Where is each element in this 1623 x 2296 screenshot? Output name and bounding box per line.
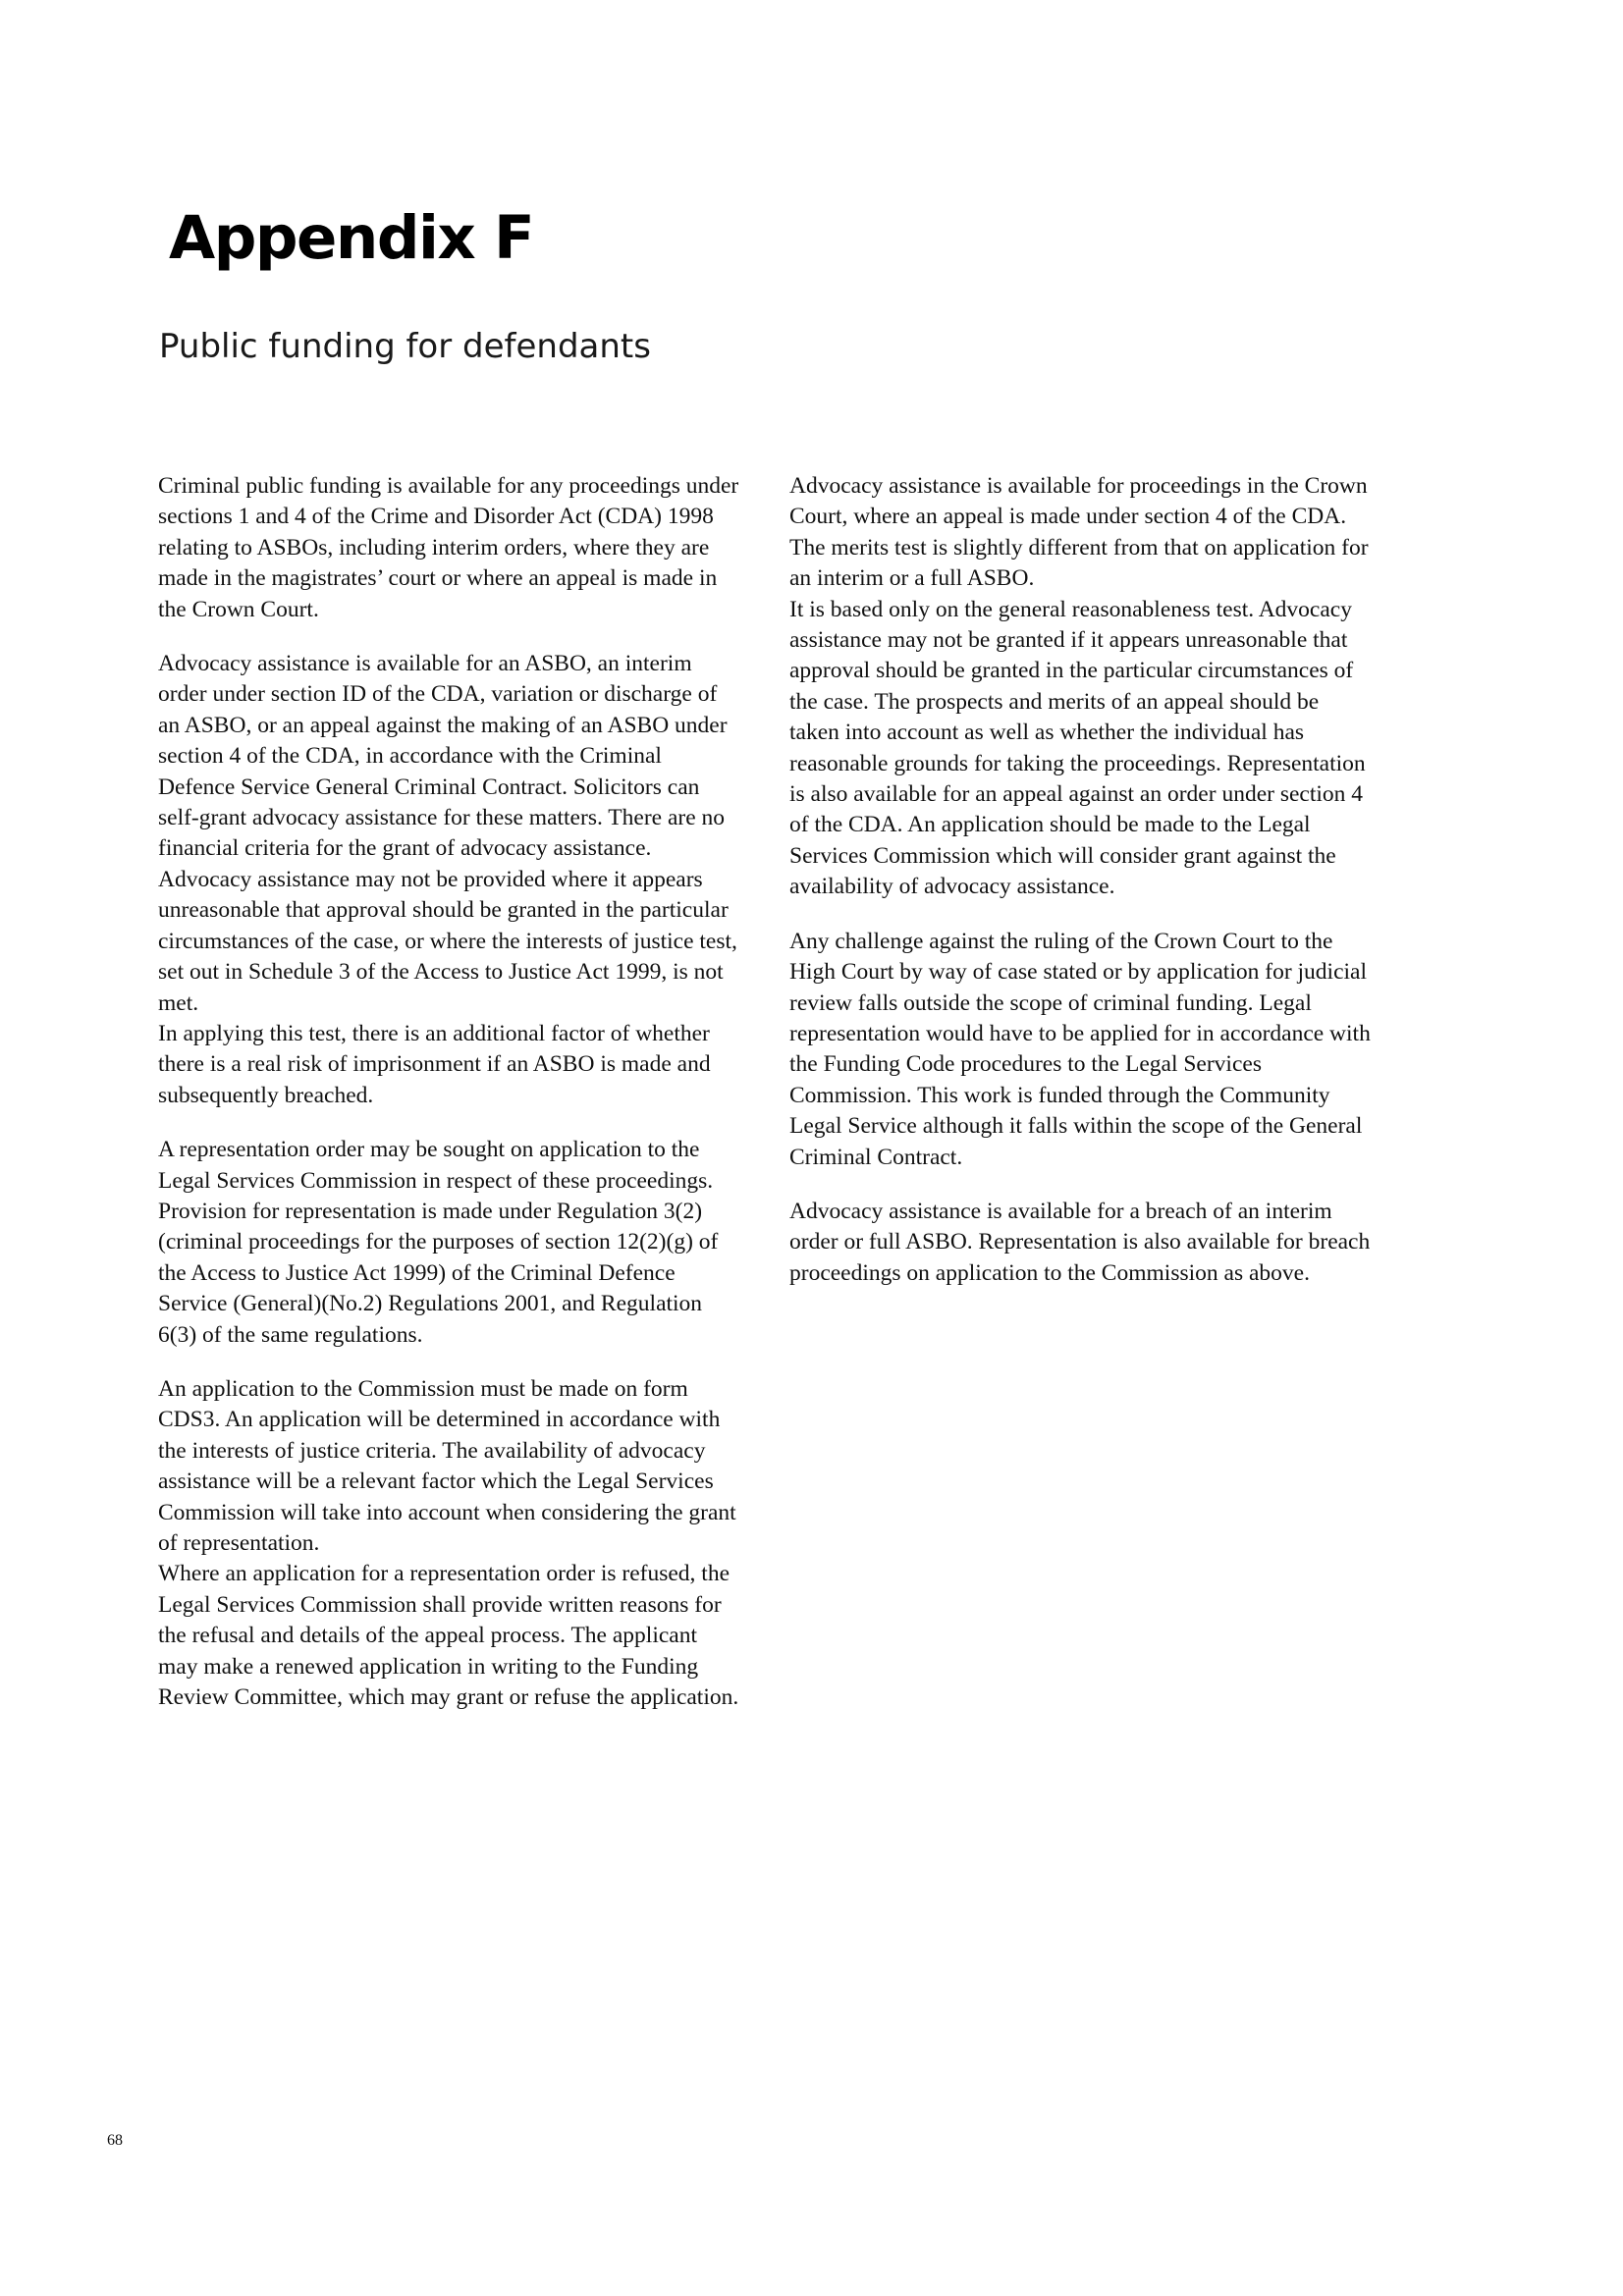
paragraph [158, 1135, 741, 1351]
page-subtitle: Public funding for defendants [159, 327, 651, 366]
left-column [158, 471, 741, 1736]
page-number: 68 [107, 2132, 123, 2149]
paragraph [158, 649, 741, 1111]
paragraph-text: It is based only on the general reasonableness test. Advocacy assistance may not be granted if it appears unreasonable that approval should be granted in the particular circumstances of the case. The prospects and merits of an appeal should be taken into account as well as whether the individual has reasonable grounds for taking the proceedings. Representation is also available for an appeal against an order under section 4 of the CDA. An application should be made to the Legal Services Commission which will consider grant against the availability of advocacy assistance. [789, 596, 1366, 900]
paragraph-text: Where an application for a representation order is refused, the Legal Services Commission shall provide written reasons for the refusal and details of the appeal process. The applicant may make a renewed application in writing to the Funding Review Committee, which may grant or refuse the application. [158, 1561, 739, 1711]
paragraph-text: Advocacy assistance is available for an ASBO, an interim order under section ID of the CDA, variation or discharge of an ASBO, or an appeal against the making of an ASBO under section 4 of the CDA, in accordance with the Criminal Defence Service General Criminal Contract. Solicitors can self-grant advocacy assistance for these matters. There are no financial criteria for the grant of advocacy assistance. Advocacy assistance may not be provided where it appears unreasonable that approval should be granted in the particular circumstances of the case, or where the interests of justice test, set out in Schedule 3 of the Access to Justice Act 1999, is not met. [158, 651, 737, 1016]
page-title: Appendix F [169, 203, 534, 273]
paragraph-text: Criminal public funding is available for any proceedings under sections 1 and 4 of the Crime and Disorder Act (CDA) 1998 relating to ASBOs, including interim orders, where they are made in the magistrates’ court or where an appeal is made in the Crown Court. [158, 473, 739, 622]
paragraph [789, 927, 1373, 1173]
paragraph [789, 471, 1373, 903]
paragraph [158, 1374, 741, 1713]
paragraph-text: A representation order may be sought on application to the Legal Services Commission in respect of these proceedings. Provision for representation is made under Regulation 3(2) (criminal proceedings for the purposes of section 12(2)(g) of the Access to Justice Act 1999) of the Criminal Defence Service (General)(No.2) Regulations 2001, and Regulation 6(3) of the same regulations. [158, 1137, 719, 1348]
paragraph-text: Any challenge against the ruling of the Crown Court to the High Court by way of case stated or by application for judicial review falls outside the scope of criminal funding. Legal representation would have to be applied for in accordance with the Funding Code procedures to the Legal Services Commission. This work is funded through the Community Legal Service although it falls within the scope of the General Criminal Contract. [789, 928, 1371, 1170]
paragraph-text: In applying this test, there is an additional factor of whether there is a real risk of imprisonment if an ASBO is made and subsequently breached. [158, 1020, 711, 1108]
right-column [789, 471, 1373, 1312]
paragraph [789, 1197, 1373, 1289]
paragraph-text: Advocacy assistance is available for a breach of an interim order or full ASBO. Representation is also available for breach proceedings on application to the Commission as above. [789, 1198, 1371, 1286]
paragraph-text: An application to the Commission must be made on form CDS3. An application will be determined in accordance with the interests of justice criteria. The availability of advocacy assistance will be a relevant factor which the Legal Services Commission will take into account when considering the grant of representation. [158, 1375, 736, 1556]
paragraph [158, 471, 741, 625]
paragraph-text: Advocacy assistance is available for proceedings in the Crown Court, where an appeal is made under section 4 of the CDA. The merits test is slightly different from that on application for an interim or a full ASBO. [789, 473, 1369, 592]
